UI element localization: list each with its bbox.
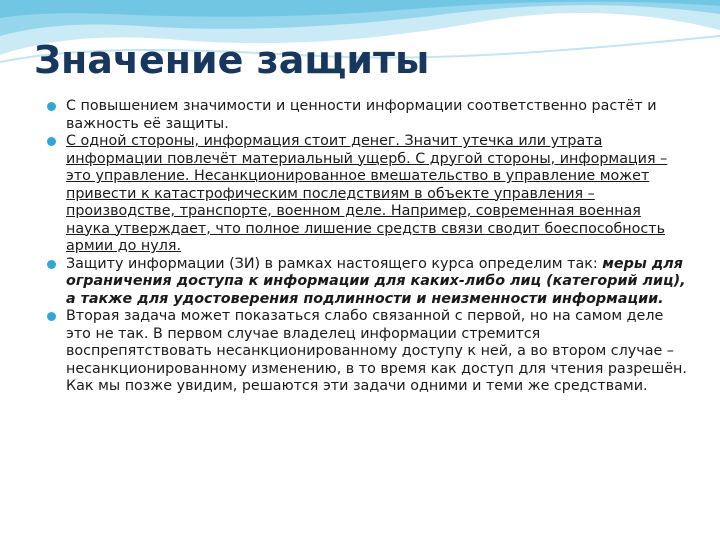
- bullet-dot-icon: [47, 260, 56, 269]
- bullet-item: [47, 308, 687, 396]
- bullet-item: [47, 256, 687, 309]
- bullet-item: [47, 98, 687, 133]
- bullet-item: [47, 133, 687, 256]
- bullet-list: [47, 98, 687, 396]
- slide-title: Значение защиты: [34, 38, 430, 82]
- definition-emphasis: меры для ограничения доступа к информации для каких-либо лиц (категорий лиц), а также для удостоверения подлинности и неизменности информации.: [66, 255, 686, 307]
- bullet-text: Защиту информации (ЗИ) в рамках настоящего курса определим так:: [66, 255, 598, 272]
- bullet-text: С повышением значимости и ценности информации соответственно растёт и важность её защиты.: [66, 98, 657, 132]
- bullet-dot-icon: [47, 102, 56, 111]
- bullet-text: Вторая задача может показаться слабо связанной с первой, но на самом деле это не так. В первом случае владелец информации стремится воспрепятствовать несанкционированному доступу к ней, а во втором случае – несанкционированному изменению, в то время как доступ для чтения разрешён. Как мы позже увидим, решаются эти задачи одними и теми же средствами.: [66, 308, 687, 394]
- bullet-text: С одной стороны, информация стоит денег. Значит утечка или утрата информации повлечёт материальный ущерб. С другой стороны, информация – это управление. Несанкционированное вмешательство в управление может привести к катастрофическим последствиям в объекте управления – производстве, транспорте, военном деле. Например, современная военная наука утверждает, что полное лишение средств связи сводит боеспособность армии до нуля.: [66, 133, 668, 254]
- bullet-dot-icon: [47, 312, 56, 321]
- bullet-dot-icon: [47, 137, 56, 146]
